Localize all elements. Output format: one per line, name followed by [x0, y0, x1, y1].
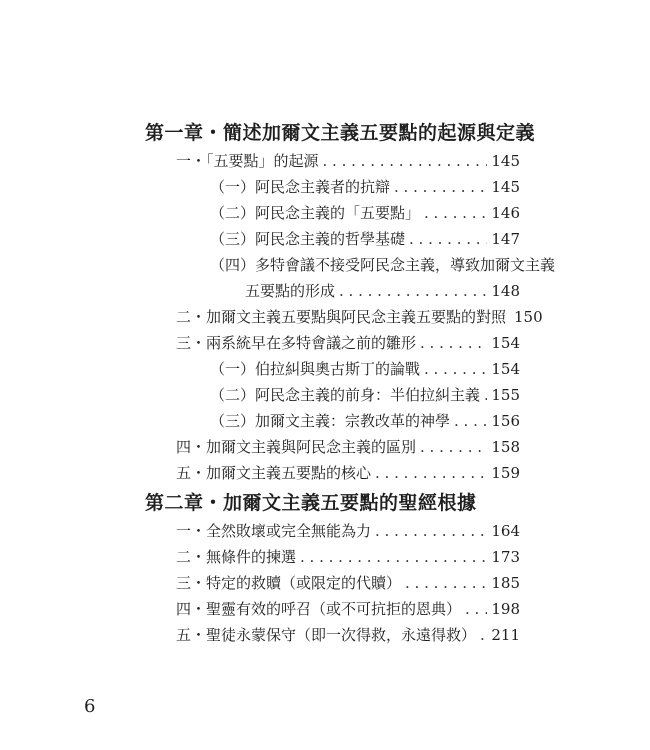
toc-entry	[176, 332, 520, 353]
toc-entry-label: （二）阿民念主義的「五要點」	[210, 204, 421, 222]
toc-entry-page: 164	[491, 522, 520, 540]
toc-entry-page: 145	[491, 152, 520, 170]
toc-entry	[176, 624, 520, 645]
dot-leader	[480, 626, 487, 644]
toc-entry	[210, 176, 520, 197]
toc-entry-page: 198	[491, 600, 520, 618]
toc-entry-page: 148	[491, 282, 520, 300]
dot-leader	[424, 204, 487, 222]
toc-entry-label: （三）加爾文主義：宗教改革的神學	[210, 412, 451, 430]
dot-leader	[465, 600, 487, 618]
toc-entry-label: 二・無條件的揀選	[176, 548, 297, 566]
dot-leader	[375, 464, 487, 482]
toc-entry	[176, 150, 520, 171]
toc-entry-label-continuation: 五要點的形成	[245, 282, 336, 300]
toc-entry-label: （二）阿民念主義的前身：半伯拉糾主義	[210, 386, 481, 404]
chapter-2-heading: 第二章・加爾文主義五要點的聖經根據	[145, 492, 477, 514]
dot-leader	[375, 522, 487, 540]
toc-entry-label: （一）伯拉糾與奧古斯丁的論戰	[210, 360, 421, 378]
toc-entry-label: 三・特定的救贖（或限定的代贖）	[176, 574, 402, 592]
dot-leader	[420, 438, 487, 456]
toc-entry-page: 150	[514, 308, 543, 326]
dot-leader	[420, 334, 487, 352]
toc-entry-page: 158	[491, 438, 520, 456]
toc-entry-label: 四・聖靈有效的呼召（或不可抗拒的恩典）	[176, 600, 462, 618]
page-number: 6	[84, 696, 96, 717]
toc-entry	[176, 520, 520, 541]
dot-leader	[424, 360, 487, 378]
toc-entry	[176, 572, 520, 593]
toc-entry	[176, 462, 520, 483]
dot-leader	[409, 230, 487, 248]
toc-entry-page: 156	[491, 412, 520, 430]
toc-entry	[210, 358, 520, 379]
dot-leader	[339, 282, 487, 300]
dot-leader	[323, 152, 488, 170]
toc-entry-page: 154	[491, 360, 520, 378]
toc-entry	[210, 384, 520, 405]
toc-entry-page: 146	[491, 204, 520, 222]
toc-entry-label: 三・兩系統早在多特會議之前的雛形	[176, 334, 417, 352]
toc-entry	[210, 228, 520, 249]
toc-entry	[176, 306, 543, 327]
toc-entry-page: 185	[491, 574, 520, 592]
toc-entry-page: 145	[491, 178, 520, 196]
dot-leader	[394, 178, 487, 196]
dot-leader	[300, 548, 487, 566]
toc-entry-page: 154	[491, 334, 520, 352]
toc-entry-label: （一）阿民念主義者的抗辯	[210, 178, 391, 196]
toc-entry	[245, 280, 520, 301]
toc-entry-label: 二・加爾文主義五要點與阿民念主義五要點的對照	[176, 308, 507, 326]
toc-entry	[210, 202, 520, 223]
dot-leader	[484, 386, 487, 404]
dot-leader	[454, 412, 487, 430]
toc-entry-page: 155	[491, 386, 520, 404]
toc-entry	[176, 598, 520, 619]
toc-entry-page: 147	[491, 230, 520, 248]
chapter-1-heading: 第一章・簡述加爾文主義五要點的起源與定義	[145, 122, 536, 144]
toc-entry-page: 173	[491, 548, 520, 566]
toc-entry-page: 159	[491, 464, 520, 482]
dot-leader	[405, 574, 487, 592]
toc-entry	[176, 546, 520, 567]
toc-entry	[176, 436, 520, 457]
toc-entry-page: 211	[491, 626, 520, 644]
toc-entry-label: 一・「五要點」的起源	[176, 152, 319, 170]
toc-entry-label: 四・加爾文主義與阿民念主義的區別	[176, 438, 417, 456]
toc-entry-label: 五・聖徒永蒙保守（即一次得救，永遠得救）	[176, 626, 477, 644]
toc-entry-label: （三）阿民念主義的哲學基礎	[210, 230, 406, 248]
toc-entry-label: 一・全然敗壞或完全無能為力	[176, 522, 372, 540]
toc-entry-label: 五・加爾文主義五要點的核心	[176, 464, 372, 482]
toc-entry	[210, 410, 520, 431]
toc-entry-label: （四）多特會議不接受阿民念主義，導致加爾文主義	[210, 256, 556, 274]
